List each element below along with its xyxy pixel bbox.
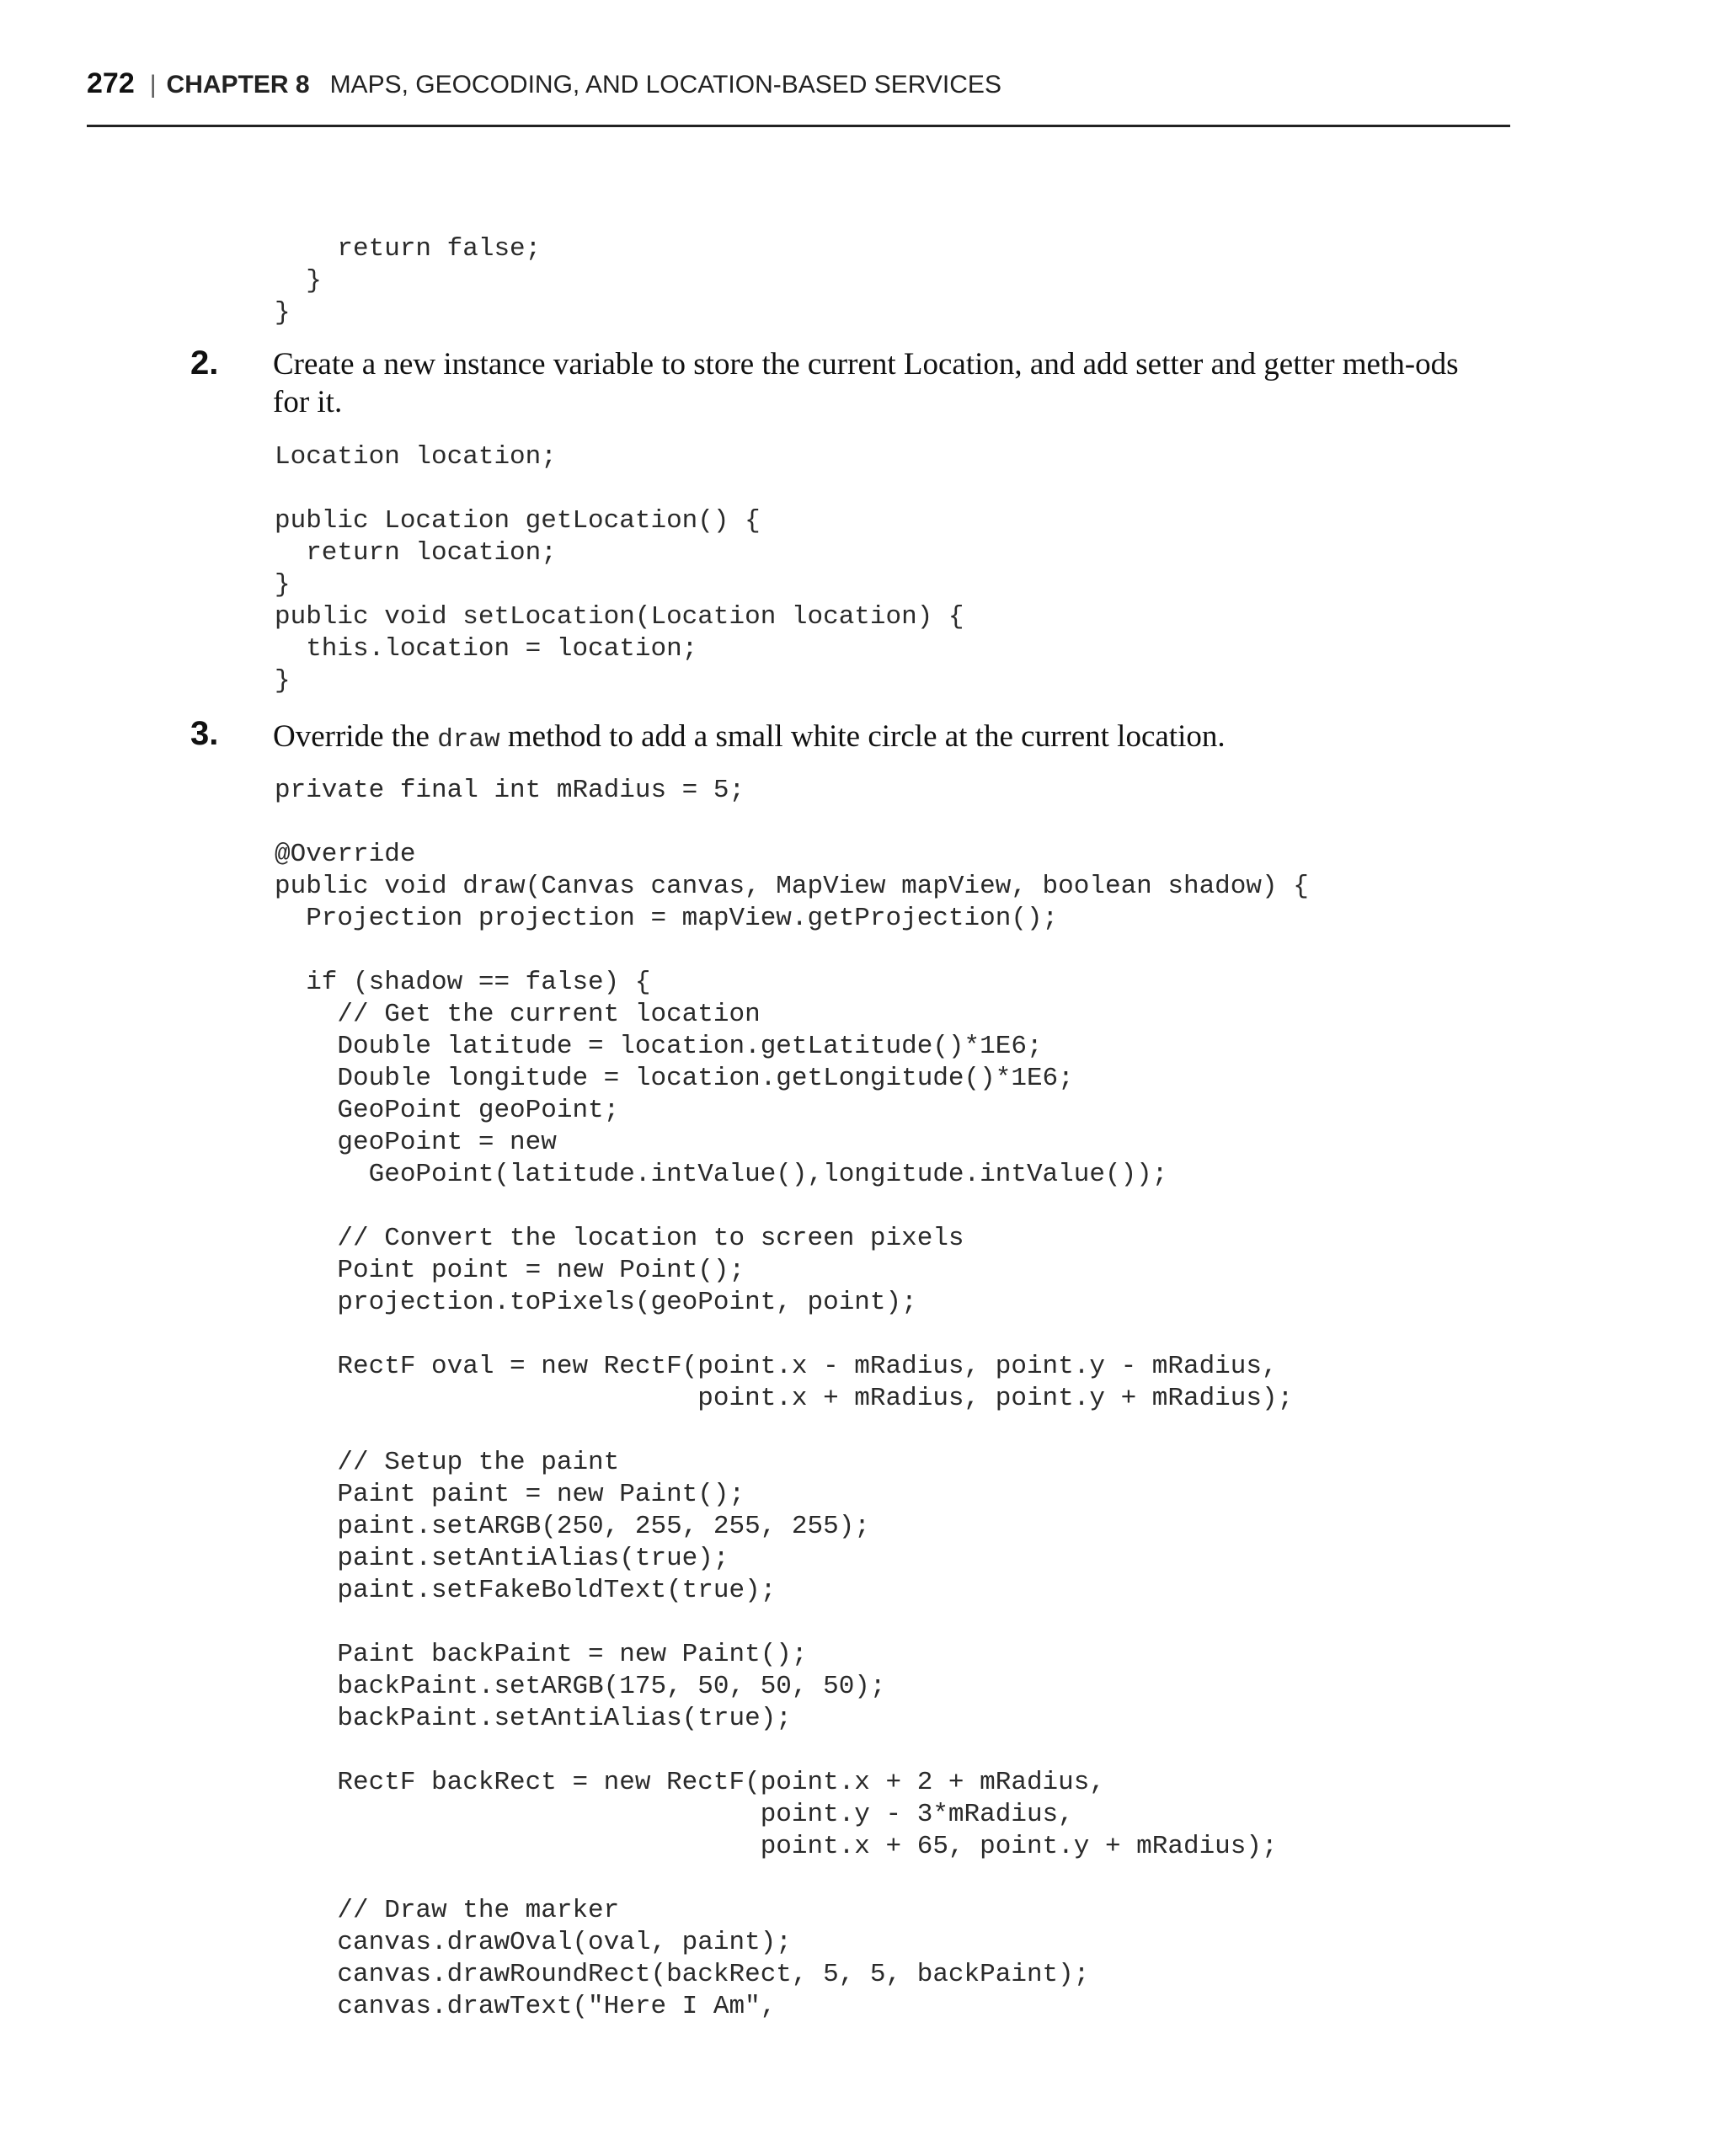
inline-code-draw: draw bbox=[437, 725, 500, 755]
chapter-title: MAPS, GEOCODING, AND LOCATION-BASED SERVICES bbox=[329, 71, 1001, 99]
code-block-step-2: Location location; public Location getLocation() { return location; } public void setLocation(Location location) { this.location = location; } bbox=[275, 442, 964, 696]
step-3-text bbox=[273, 718, 1486, 759]
step-3-text-after: method to add a small white circle at the current location. bbox=[499, 719, 1226, 754]
chapter-label: CHAPTER 8 bbox=[166, 71, 310, 99]
step-2-text: Create a new instance variable to store the current Location, and add setter and getter meth-ods for it. bbox=[273, 347, 1459, 419]
step-number-2: 2. bbox=[190, 344, 219, 382]
page-number: 272 bbox=[87, 67, 135, 99]
code-block-continuation: return false; } } bbox=[275, 234, 542, 328]
page-header bbox=[87, 59, 1510, 127]
code-block-step-3: private final int mRadius = 5; @Override public void draw(Canvas canvas, MapView mapView, boolean shadow) { Projection projection = mapView.getProjection(); if (shadow == false) { // Get the current location Double latitude = location.getLatitude()*1E6; Double longitude = location.getLongitude()*1E6; GeoPoint geoPoint; geoPoint = new GeoPoint(latitude.intValue(),longitude.intValue()); // Convert the location to screen pixels Point point = new Point(); projection.toPixels(geoPoint, point); RectF oval = new RectF(point.x - mRadius, point.y - mRadius, point.x + mRadius, point.y + mRadius); // Setup the paint Paint paint = new Paint(); paint.setARGB(250, 255, 255, 255); paint.setAntiAlias(true); paint.setFakeBoldText(true); Paint backPaint = new Paint(); backPaint.setARGB(175, 50, 50, 50); backPaint.setAntiAlias(true); RectF backRect = new RectF(point.x + 2 + mRadius, point.y - 3*mRadius, point.x + 65, point.y + mRadius); // Draw the marker canvas.drawOval(oval, paint); canvas.drawRoundRect(backRect, 5, 5, backPaint); canvas.drawText("Here I Am", bbox=[275, 776, 1309, 2021]
step-3-text-before: Override the bbox=[273, 719, 438, 754]
step-number-3: 3. bbox=[190, 715, 219, 752]
header-separator: | bbox=[149, 71, 157, 99]
running-head bbox=[87, 69, 1001, 98]
